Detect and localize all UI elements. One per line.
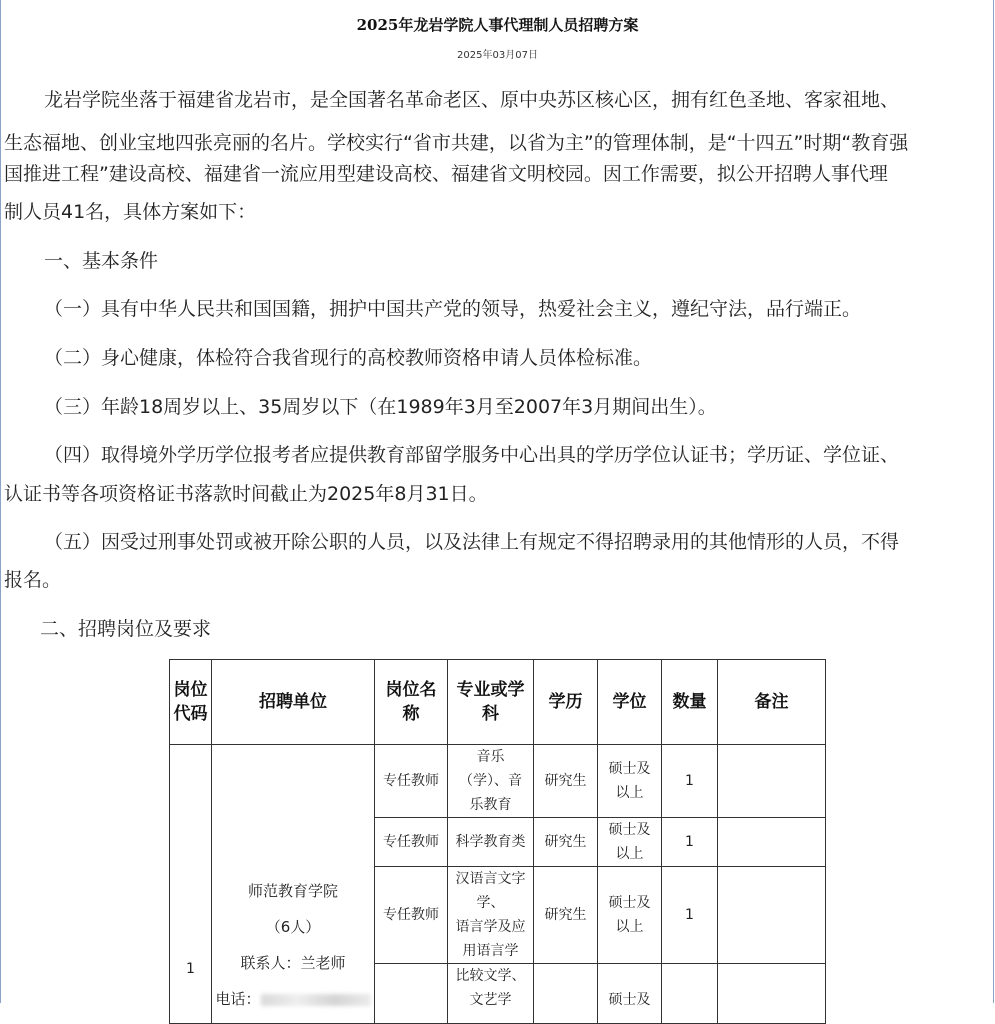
education: 研究生 (534, 867, 598, 964)
post-name (375, 964, 448, 1024)
intro-line-4: 制人员41名，具体方案如下： (4, 201, 257, 223)
condition-item-5-line-1: （五）因受过刑事处罚或被开除公职的人员，以及法律上有规定不得招聘录用的其他情形的人员，不得 (44, 531, 900, 553)
header-recruiting-unit: 招聘单位 (212, 660, 375, 745)
post-name: 专任教师 (375, 867, 448, 964)
condition-item-1: （一）具有中华人民共和国国籍，拥护中国共产党的领导，热爱社会主义，遵纪守法，品行端正。 (44, 298, 862, 320)
degree: 硕士及 (598, 964, 662, 1024)
header-degree: 学位 (598, 660, 662, 745)
major: 汉语言文字 学、 语言学及应 用语言学 (448, 867, 534, 964)
redacted-phone (261, 994, 371, 1006)
intro-line-2: 生态福地、创业宝地四张亮丽的名片。学校实行“省市共建，以省为主”的管理体制，是“十四五”时期“教育强 (4, 132, 909, 154)
education (534, 964, 598, 1024)
document-title: 2025年龙岩学院人事代理制人员招聘方案 (356, 16, 639, 34)
major: 音乐 （学）、音 乐教育 (448, 745, 534, 818)
table-header-row (170, 660, 826, 745)
unit-contact: 联系人：兰老师 (240, 954, 346, 972)
section-heading-basic-conditions: 一、基本条件 (44, 250, 159, 272)
degree: 硕士及 以上 (598, 867, 662, 964)
intro-line-1: 龙岩学院坐落于福建省龙岩市，是全国著名革命老区、原中央苏区核心区，拥有红色圣地、客家祖地、 (44, 89, 900, 111)
publish-date: 2025年03月07日 (457, 50, 538, 61)
major: 比较文学、 文艺学 (448, 964, 534, 1024)
header-remark: 备注 (718, 660, 826, 745)
header-post-name: 岗位名 称 (375, 660, 448, 745)
education: 研究生 (534, 818, 598, 867)
post-name: 专任教师 (375, 818, 448, 867)
post-code: 1 (186, 961, 195, 977)
condition-item-2: （二）身心健康，体检符合我省现行的高校教师资格申请人员体检标准。 (44, 347, 653, 369)
remark (718, 818, 826, 867)
recruitment-table (169, 659, 826, 1024)
recruiting-unit-cell (212, 745, 375, 1024)
count: 1 (662, 745, 718, 818)
intro-line-3: 国推进工程”建设高校、福建省一流应用型建设高校、福建省文明校园。因工作需要，拟公开招聘人事代理 (4, 163, 888, 185)
section-heading-posts: 二、招聘岗位及要求 (40, 618, 212, 640)
condition-item-3: （三）年龄18周岁以上、35周岁以下（在1989年3月至2007年3月期间出生）。 (44, 396, 717, 418)
condition-item-4-line-1: （四）取得境外学历学位报考者应提供教育部留学服务中心出具的学历学位认证书；学历证、学位证、 (44, 444, 900, 466)
education: 研究生 (534, 745, 598, 818)
header-count: 数量 (662, 660, 718, 745)
header-post-code: 岗位 代码 (170, 660, 212, 745)
remark (718, 745, 826, 818)
count (662, 964, 718, 1024)
unit-phone: 电话： (212, 981, 374, 1017)
unit-headcount: （6人） (265, 918, 321, 936)
degree: 硕士及 以上 (598, 745, 662, 818)
remark (718, 867, 826, 964)
header-major: 专业或学 科 (448, 660, 534, 745)
remark (718, 964, 826, 1024)
major: 科学教育类 (448, 818, 534, 867)
count: 1 (662, 818, 718, 867)
count: 1 (662, 867, 718, 964)
post-name: 专任教师 (375, 745, 448, 818)
post-code-cell (170, 745, 212, 1024)
table-row (170, 745, 826, 818)
degree: 硕士及 以上 (598, 818, 662, 867)
condition-item-5-line-2: 报名。 (4, 569, 62, 591)
unit-name: 师范教育学院 (247, 882, 338, 900)
condition-item-4-line-2: 认证书等各项资格证书落款时间截止为2025年8月31日。 (4, 483, 488, 505)
header-education: 学历 (534, 660, 598, 745)
